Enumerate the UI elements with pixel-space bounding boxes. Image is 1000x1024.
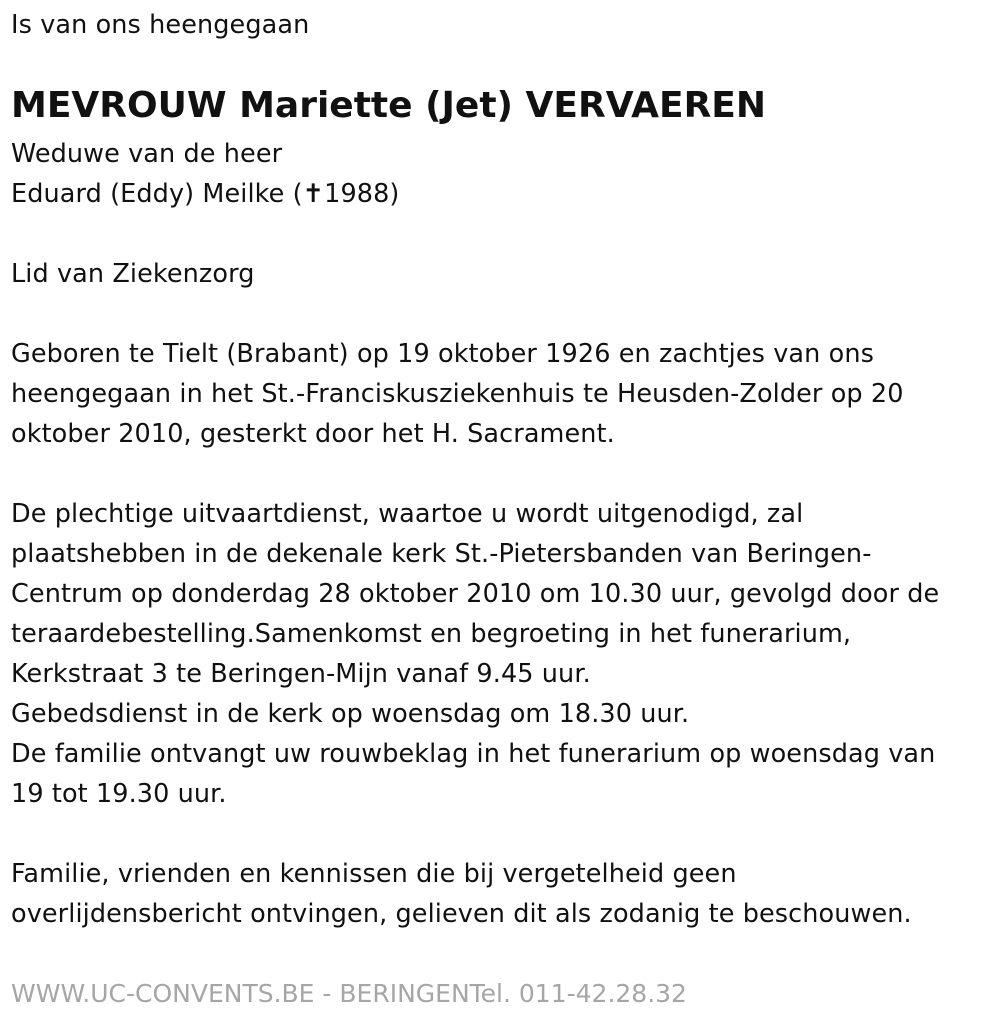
funeral-line: plaatshebben in de dekenale kerk St.-Pietersbanden van Beringen-	[11, 539, 872, 569]
membership-text: Lid van Ziekenzorg	[11, 259, 255, 289]
closing-line: Familie, vrienden en kennissen die bij vergetelheid geen	[11, 859, 737, 889]
funeral-line: Centrum op donderdag 28 oktober 2010 om 10.30 uur, gevolgd door de	[11, 579, 940, 609]
closing-line: overlijdensbericht ontvingen, gelieven dit als zodanig te beschouwen.	[11, 899, 912, 929]
birth-line: oktober 2010, gesterkt door het H. Sacrament.	[11, 419, 615, 449]
condolence-line: 19 tot 19.30 uur.	[11, 779, 227, 809]
footer-contact: WWW.UC-CONVENTS.BE - BERINGENTel. 011-42.28.32	[11, 979, 687, 1008]
funeral-line: De plechtige uitvaartdienst, waartoe u wordt uitgenodigd, zal	[11, 499, 804, 529]
birth-line: heengegaan in het St.-Franciskusziekenhuis te Heusden-Zolder op 20	[11, 379, 904, 409]
birth-line: Geboren te Tielt (Brabant) op 19 oktober 1926 en zachtjes van ons	[11, 339, 874, 369]
funeral-line: teraardebestelling.Samenkomst en begroeting in het funerarium,	[11, 619, 852, 649]
widow-line-1: Weduwe van de heer	[11, 139, 283, 169]
deceased-name: MEVROUW Mariette (Jet) VERVAEREN	[11, 85, 767, 126]
condolence-line: De familie ontvangt uw rouwbeklag in het funerarium op woensdag van	[11, 739, 936, 769]
widow-line-2: Eduard (Eddy) Meilke (✝1988)	[11, 179, 400, 209]
funeral-line: Kerkstraat 3 te Beringen-Mijn vanaf 9.45 uur.	[11, 659, 591, 689]
intro-text: Is van ons heengegaan	[11, 10, 310, 40]
prayer-service-line: Gebedsdienst in de kerk op woensdag om 18.30 uur.	[11, 699, 690, 729]
